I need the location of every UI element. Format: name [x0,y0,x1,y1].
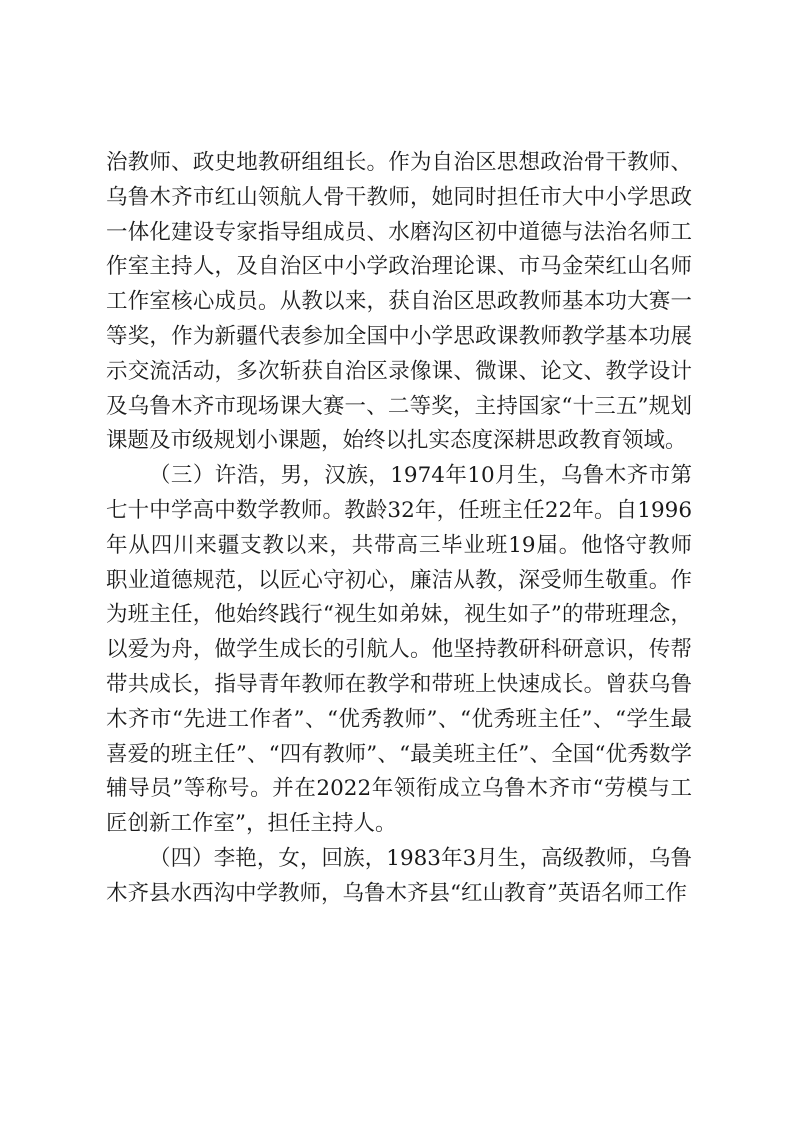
paragraph-li-yan: （四）李艳，女，回族，1983年3月生，高级教师，乌鲁木齐县水西沟中学教师，乌鲁木齐县“红山教育”英语名师工作 [106,845,692,906]
body-text [106,146,692,912]
paragraph-continued: 治教师、政史地教研组组长。作为自治区思想政治骨干教师、乌鲁木齐市红山领航人骨干教师，她同时担任市大中小学思政一体化建设专家指导组成员、水磨沟区初中道德与法治名师工作室主持人，及自治区中小学政治理论课、市马金荣红山名师工作室核心成员。从教以来，获自治区思政教师基本功大赛一等奖，作为新疆代表参加全国中小学思政课教师教学基本功展示交流活动，多次斩获自治区录像课、微课、论文、教学设计及乌鲁木齐市现场课大赛一、二等奖，主持国家“十三五”规划课题及市级规划小课题，始终以扎实态度深耕思政教育领域。 [106,150,692,454]
paragraph-xu-hao: （三）许浩，男，汉族，1974年10月生，乌鲁木齐市第七十中学高中数学教师。教龄32年，任班主任22年。自1996年从四川来疆支教以来，共带高三毕业班19届。他恪守教师职业道德规范，以匠心守初心，廉洁从教，深受师生敬重。作为班主任，他始终践行“视生如弟妹，视生如子”的带班理念，以爱为舟，做学生成长的引航人。他坚持教研科研意识，传帮带共成长，指导青年教师在教学和带班上快速成长。曾获乌鲁木齐市“先进工作者”、“优秀教师”、“优秀班主任”、“学生最喜爱的班主任”、“四有教师”、“最美班主任”、全国“优秀数学辅导员”等称号。并在2022年领衔成立乌鲁木齐市“劳模与工匠创新工作室”，担任主持人。 [106,463,692,837]
